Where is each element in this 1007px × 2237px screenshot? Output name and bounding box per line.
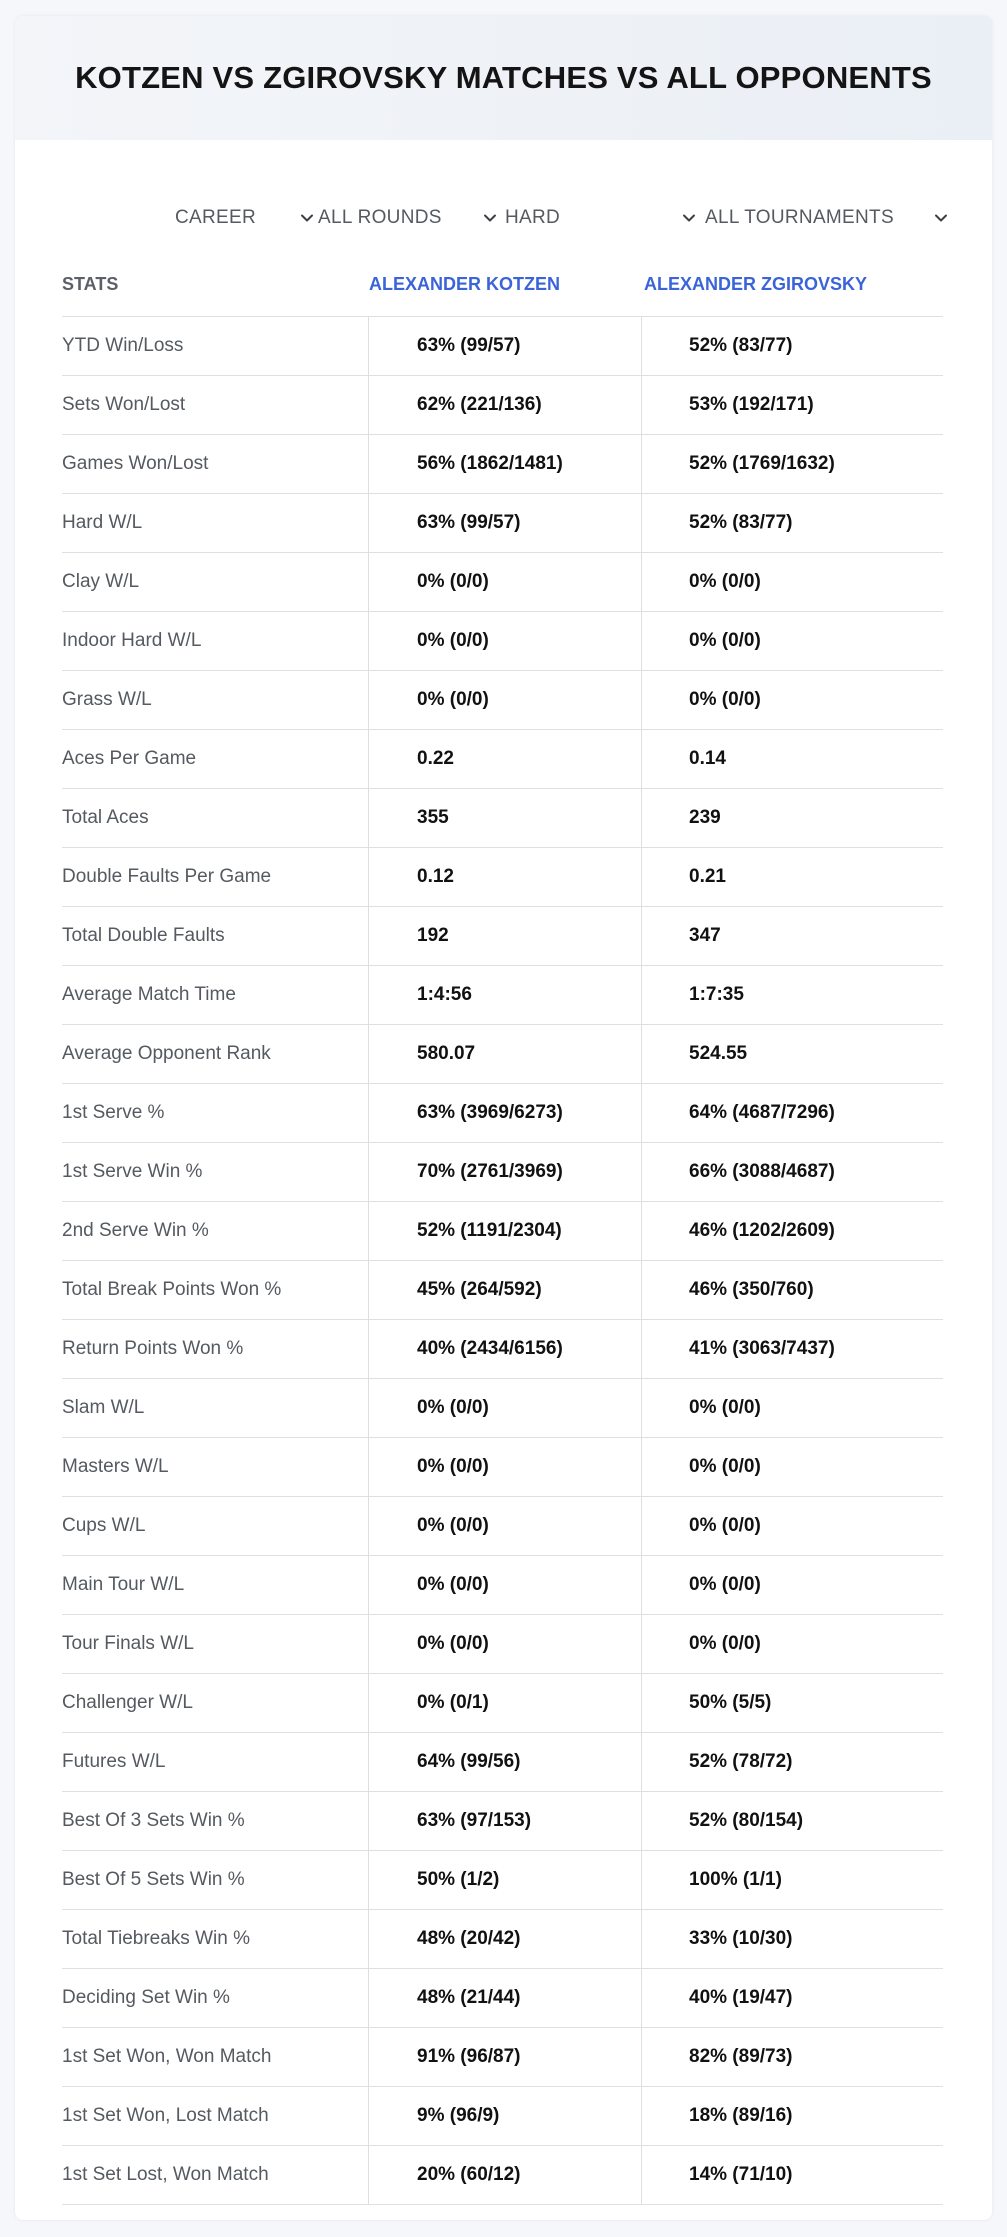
table-row xyxy=(62,1969,943,2028)
table-row xyxy=(62,1497,943,1556)
stat-label: Total Tiebreaks Win % xyxy=(62,1910,369,1968)
table-row xyxy=(62,848,943,907)
table-row xyxy=(62,435,943,494)
player2-value: 0% (0/0) xyxy=(689,1633,761,1654)
table-row xyxy=(62,1615,943,1674)
chevron-down-icon xyxy=(482,210,498,226)
player1-value: 50% (1/2) xyxy=(369,1851,642,1909)
stat-label: Indoor Hard W/L xyxy=(62,612,369,670)
tournament-select-value: ALL TOURNAMENTS xyxy=(705,207,894,228)
stat-label: Return Points Won % xyxy=(62,1320,369,1378)
table-row xyxy=(62,1733,943,1792)
stat-label: 1st Serve % xyxy=(62,1084,369,1142)
player1-value: 0% (0/0) xyxy=(369,1497,642,1555)
player2-value: 14% (71/10) xyxy=(689,2164,793,2185)
chevron-down-icon xyxy=(933,210,949,226)
stat-label: Challenger W/L xyxy=(62,1674,369,1732)
player1-value: 192 xyxy=(369,907,642,965)
player1-value: 63% (97/153) xyxy=(369,1792,642,1850)
table-row xyxy=(62,1674,943,1733)
stat-label: Tour Finals W/L xyxy=(62,1615,369,1673)
player2-value: 347 xyxy=(689,925,721,946)
stat-label: Clay W/L xyxy=(62,553,369,611)
table-row xyxy=(62,1202,943,1261)
player1-value: 0% (0/0) xyxy=(369,1379,642,1437)
table-row xyxy=(62,2146,943,2205)
stat-label: Average Opponent Rank xyxy=(62,1025,369,1083)
player2-value: 0% (0/0) xyxy=(689,1574,761,1595)
player2-value: 52% (1769/1632) xyxy=(689,453,835,474)
player1-value: 63% (99/57) xyxy=(369,494,642,552)
player1-value: 63% (99/57) xyxy=(369,317,642,375)
chevron-down-icon xyxy=(681,210,697,226)
table-row xyxy=(62,1556,943,1615)
player1-value: 9% (96/9) xyxy=(369,2087,642,2145)
player2-value: 0% (0/0) xyxy=(689,571,761,592)
stat-label: Best Of 5 Sets Win % xyxy=(62,1851,369,1909)
stat-label: Cups W/L xyxy=(62,1497,369,1555)
player2-value: 0% (0/0) xyxy=(689,1397,761,1418)
player2-value: 46% (350/760) xyxy=(689,1279,814,1300)
table-row xyxy=(62,671,943,730)
stat-label: Main Tour W/L xyxy=(62,1556,369,1614)
stat-label: Total Double Faults xyxy=(62,907,369,965)
stat-label: Best Of 3 Sets Win % xyxy=(62,1792,369,1850)
player1-value: 70% (2761/3969) xyxy=(369,1143,642,1201)
column-header-stats: STATS xyxy=(62,273,119,294)
stat-label: Sets Won/Lost xyxy=(62,376,369,434)
player1-value: 45% (264/592) xyxy=(369,1261,642,1319)
stat-label: Slam W/L xyxy=(62,1379,369,1437)
player1-value: 580.07 xyxy=(369,1025,642,1083)
player2-value: 0% (0/0) xyxy=(689,1515,761,1536)
player2-value: 0% (0/0) xyxy=(689,630,761,651)
table-row xyxy=(62,1261,943,1320)
stat-label: 1st Serve Win % xyxy=(62,1143,369,1201)
stat-label: Grass W/L xyxy=(62,671,369,729)
player2-value: 0.14 xyxy=(689,748,726,769)
stat-label: 1st Set Won, Lost Match xyxy=(62,2087,369,2145)
table-row xyxy=(62,2028,943,2087)
player2-value: 52% (78/72) xyxy=(689,1751,793,1772)
player1-value: 0% (0/0) xyxy=(369,1556,642,1614)
player2-value: 524.55 xyxy=(689,1043,748,1064)
stat-label: 1st Set Won, Won Match xyxy=(62,2028,369,2086)
stat-label: Deciding Set Win % xyxy=(62,1969,369,2027)
stat-label: 1st Set Lost, Won Match xyxy=(62,2146,369,2204)
player1-value: 56% (1862/1481) xyxy=(369,435,642,493)
player2-value: 53% (192/171) xyxy=(689,394,814,415)
player1-value: 355 xyxy=(369,789,642,847)
stat-label: Futures W/L xyxy=(62,1733,369,1791)
player2-value: 52% (83/77) xyxy=(689,335,793,356)
player1-value: 0% (0/0) xyxy=(369,612,642,670)
player1-value: 48% (21/44) xyxy=(369,1969,642,2027)
stat-label: Aces Per Game xyxy=(62,730,369,788)
player1-value: 63% (3969/6273) xyxy=(369,1084,642,1142)
player2-value: 33% (10/30) xyxy=(689,1928,793,1949)
player1-value: 0.22 xyxy=(369,730,642,788)
table-header xyxy=(62,252,943,317)
player2-value: 52% (83/77) xyxy=(689,512,793,533)
round-select[interactable] xyxy=(318,198,498,238)
player2-value: 1:7:35 xyxy=(689,984,744,1005)
player2-value: 18% (89/16) xyxy=(689,2105,793,2126)
stats-table xyxy=(62,252,943,2205)
player2-value: 50% (5/5) xyxy=(689,1692,772,1713)
player2-value: 0.21 xyxy=(689,866,726,887)
player1-value: 0% (0/0) xyxy=(369,553,642,611)
player2-value: 239 xyxy=(689,807,721,828)
player2-value: 0% (0/0) xyxy=(689,689,761,710)
chevron-down-icon xyxy=(299,210,315,226)
table-row xyxy=(62,1025,943,1084)
table-row xyxy=(62,1320,943,1379)
column-header-player1[interactable]: ALEXANDER KOTZEN xyxy=(369,273,561,294)
tournament-select[interactable] xyxy=(705,198,949,238)
stat-label: Games Won/Lost xyxy=(62,435,369,493)
table-row xyxy=(62,1084,943,1143)
stat-label: Average Match Time xyxy=(62,966,369,1024)
player2-value: 64% (4687/7296) xyxy=(689,1102,835,1123)
table-row xyxy=(62,1851,943,1910)
player2-value: 100% (1/1) xyxy=(689,1869,782,1890)
player1-value: 52% (1191/2304) xyxy=(369,1202,642,1260)
player1-value: 0% (0/1) xyxy=(369,1674,642,1732)
stat-label: 2nd Serve Win % xyxy=(62,1202,369,1260)
stat-label: Hard W/L xyxy=(62,494,369,552)
table-row xyxy=(62,907,943,966)
stat-label: YTD Win/Loss xyxy=(62,317,369,375)
table-row xyxy=(62,2087,943,2146)
page-title: KOTZEN VS ZGIROVSKY MATCHES VS ALL OPPONENTS xyxy=(75,60,932,95)
table-row xyxy=(62,1792,943,1851)
player1-value: 91% (96/87) xyxy=(369,2028,642,2086)
player2-value: 40% (19/47) xyxy=(689,1987,793,2008)
table-row xyxy=(62,612,943,671)
player1-value: 62% (221/136) xyxy=(369,376,642,434)
stat-label: Total Break Points Won % xyxy=(62,1261,369,1319)
round-select-value: ALL ROUNDS xyxy=(318,207,442,228)
table-row xyxy=(62,317,943,376)
table-row xyxy=(62,730,943,789)
table-row xyxy=(62,1910,943,1969)
player2-value: 0% (0/0) xyxy=(689,1456,761,1477)
table-row xyxy=(62,966,943,1025)
stat-label: Total Aces xyxy=(62,789,369,847)
player1-value: 0% (0/0) xyxy=(369,1615,642,1673)
table-body xyxy=(62,317,943,2205)
table-row xyxy=(62,553,943,612)
table-row xyxy=(62,1143,943,1202)
player2-value: 52% (80/154) xyxy=(689,1810,804,1831)
column-header-player2[interactable]: ALEXANDER ZGIROVSKY xyxy=(644,273,868,294)
player1-value: 64% (99/56) xyxy=(369,1733,642,1791)
period-select-value: CAREER xyxy=(175,207,256,228)
player1-value: 20% (60/12) xyxy=(369,2146,642,2204)
player2-value: 66% (3088/4687) xyxy=(689,1161,835,1182)
filter-bar xyxy=(15,198,992,238)
table-row xyxy=(62,1379,943,1438)
player1-value: 0.12 xyxy=(369,848,642,906)
stat-label: Masters W/L xyxy=(62,1438,369,1496)
surface-select[interactable] xyxy=(505,198,697,238)
surface-select-value: HARD xyxy=(505,207,561,228)
player1-value: 40% (2434/6156) xyxy=(369,1320,642,1378)
stat-label: Double Faults Per Game xyxy=(62,848,369,906)
player1-value: 0% (0/0) xyxy=(369,1438,642,1496)
player1-value: 1:4:56 xyxy=(369,966,642,1024)
table-row xyxy=(62,494,943,553)
player2-value: 46% (1202/2609) xyxy=(689,1220,835,1241)
table-row xyxy=(62,376,943,435)
card-header xyxy=(15,16,992,140)
player2-value: 82% (89/73) xyxy=(689,2046,793,2067)
table-row xyxy=(62,789,943,848)
player2-value: 41% (3063/7437) xyxy=(689,1338,835,1359)
player1-value: 48% (20/42) xyxy=(369,1910,642,1968)
player1-value: 0% (0/0) xyxy=(369,671,642,729)
stats-card xyxy=(15,16,992,2220)
table-row xyxy=(62,1438,943,1497)
period-select[interactable] xyxy=(175,198,315,238)
